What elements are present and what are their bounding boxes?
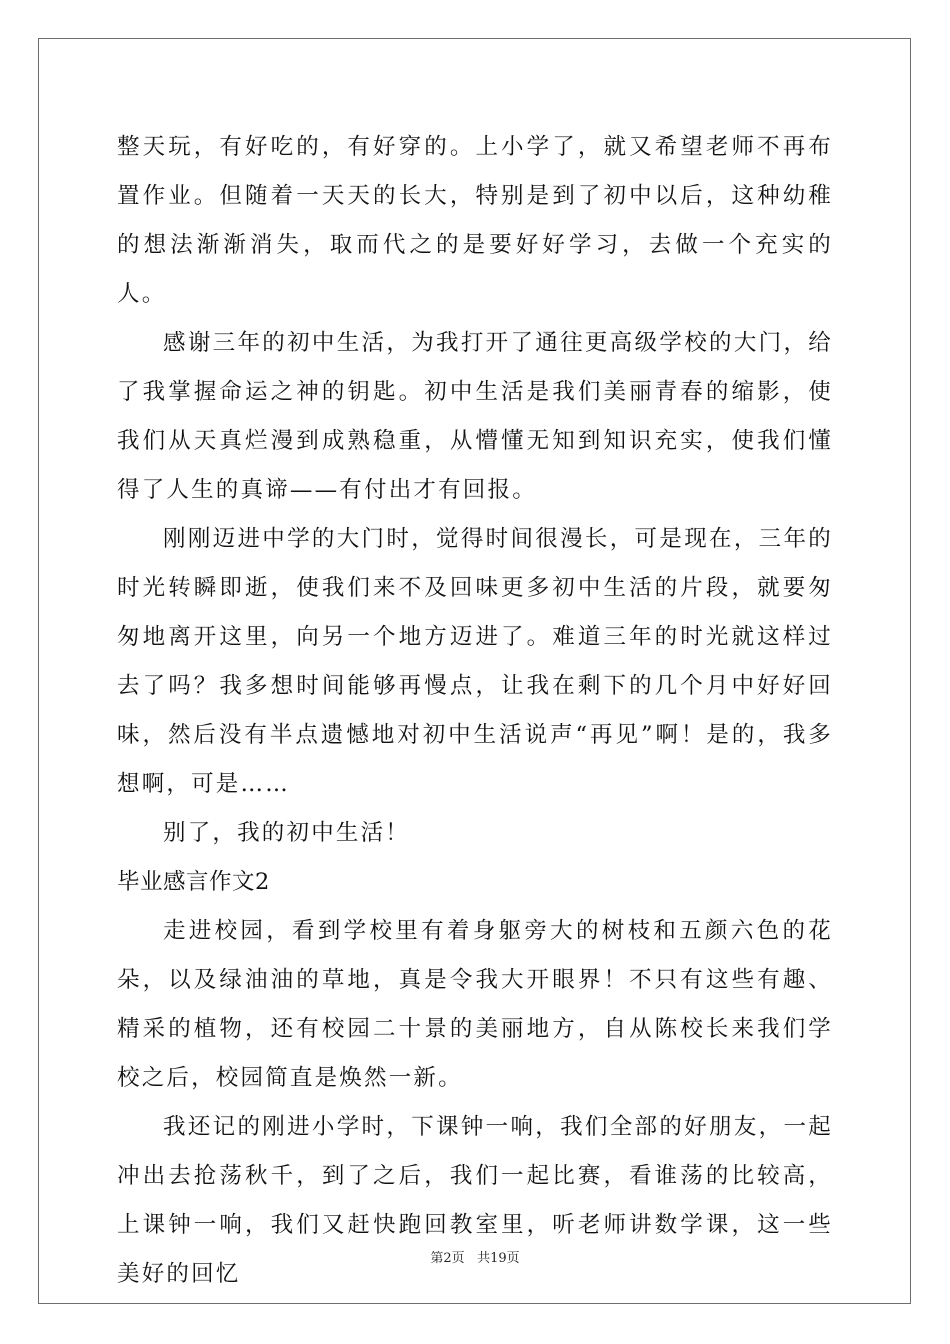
page-footer (0, 1247, 950, 1266)
paragraph-gratitude: 感谢三年的初中生活，为我打开了通往更高级学校的大门，给了我掌握命运之神的钥匙。初中生活是我们美丽青春的缩影，使我们从天真烂漫到成熟稳重，从懵懂无知到知识充实，使我们懂得了人生的真谛——有付出才有回报。 (117, 330, 833, 503)
paragraph-time-passing: 刚刚迈进中学的大门时，觉得时间很漫长，可是现在，三年的时光转瞬即逝，使我们来不及回味更多初中生活的片段，就要匆匆地离开这里，向另一个地方迈进了。难道三年的时光就这样过去了吗？我多想时间能够再慢点，让我在剩下的几个月中好好回味，然后没有半点遗憾地对初中生活说声“再见”啊！是的，我多想啊，可是…… (117, 526, 833, 797)
document-body (117, 123, 833, 1299)
paragraph-farewell: 别了，我的初中生活！ (163, 820, 411, 846)
page-number: 第2页 (430, 1251, 465, 1266)
paragraph-continuation: 整天玩，有好吃的，有好穿的。上小学了，就又希望老师不再布置作业。但随着一天天的长大，特别是到了初中以后，这种幼稚的想法渐渐消失，取而代之的是要好好学习，去做一个充实的人。 (117, 134, 833, 307)
paragraph-campus: 走进校园，看到学校里有着身躯旁大的树枝和五颜六色的花朵，以及绿油油的草地，真是令我大开眼界！不只有这些有趣、精采的植物，还有校园二十景的美丽地方，自从陈校长来我们学校之后，校园简直是焕然一新。 (117, 918, 833, 1091)
paragraph-memories: 我还记的刚进小学时，下课钟一响，我们全部的好朋友，一起冲出去抢荡秋千，到了之后，我们一起比赛，看谁荡的比较高，上课钟一响，我们又赶快跑回教室里，听老师讲数学课，这一些美好的回忆 (117, 1114, 833, 1287)
section-heading: 毕业感言作文2 (117, 869, 270, 895)
page-total: 共19页 (477, 1251, 520, 1266)
